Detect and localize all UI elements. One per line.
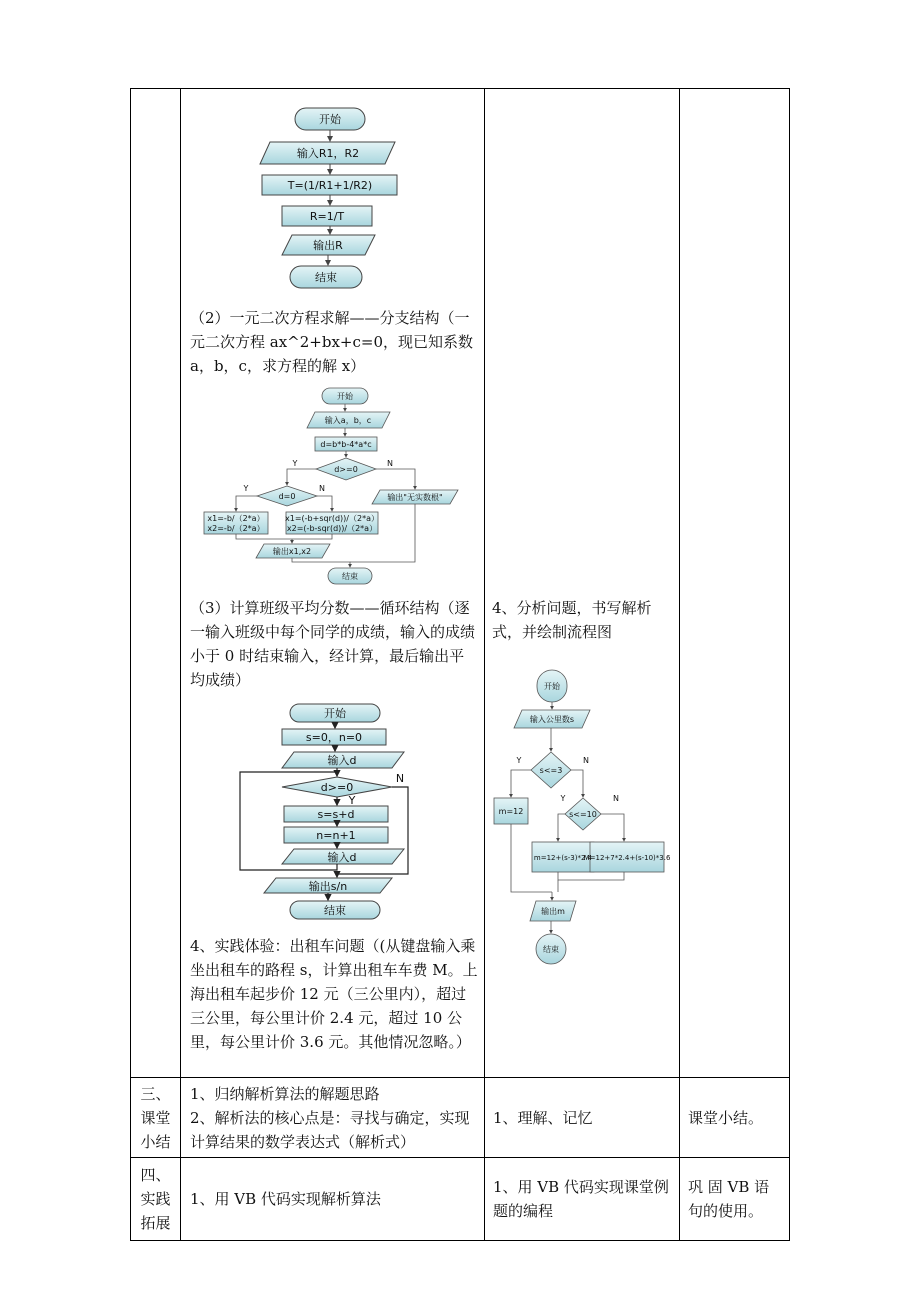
fc1-end-text: 结束 — [315, 271, 337, 284]
fc2-input-text: 输入a，b，c — [324, 416, 372, 425]
fc3-start-text: 开始 — [324, 707, 346, 720]
fc2-cond1-text: d>=0 — [334, 465, 358, 474]
row3-content: 1、归纳解析算法的解题思路 2、解析法的核心点是：寻找与确定，实现计算结果的数学表达式（解析式） — [190, 1085, 470, 1151]
row4-label: 四、实践拓展 — [140, 1166, 171, 1232]
fc2-no-root-text: 输出"无实数根" — [387, 493, 443, 502]
fc1-input-text: 输入R1，R2 — [296, 147, 360, 160]
row3-label-cell — [131, 1078, 180, 1157]
table-divider-2 — [484, 88, 485, 1241]
flowchart-sequence — [250, 100, 410, 300]
fc4-no-2: N — [613, 794, 619, 803]
row4-purpose: 巩 固 VB 语句的使用。 — [688, 1178, 770, 1220]
fc1-calc-t-text: T=(1/R1+1/R2) — [287, 179, 373, 192]
fc1-calc-r-text: R=1/T — [309, 210, 345, 223]
row4-student: 1、用 VB 代码实现课堂例题的编程 — [493, 1178, 669, 1220]
fc2-cond2-text: d=0 — [278, 492, 296, 501]
fc1-start-text: 开始 — [319, 113, 341, 126]
flowchart-taxi — [486, 664, 670, 968]
fc4-end-text: 结束 — [543, 945, 559, 954]
fc2-output-text: 输出x1,x2 — [272, 547, 312, 556]
fc1-output-text: 输出R — [313, 239, 343, 252]
fc4-no-1: N — [583, 756, 589, 765]
table-divider-3 — [679, 88, 680, 1241]
row3-purpose: 课堂小结。 — [688, 1108, 764, 1127]
fc3-input2-text: 输入d — [327, 851, 357, 864]
fc3-output-text: 输出s/n — [308, 880, 348, 893]
flowchart-branch — [200, 384, 470, 590]
row3-student: 1、理解、记忆 — [493, 1108, 593, 1127]
paragraph-average: （3）计算班级平均分数——循环结构（逐一输入班级中每个同学的成绩，输入的成绩小于 0 时结束输入，经计算，最后输出平均成绩） — [190, 599, 476, 689]
row4-content-cell — [181, 1158, 484, 1240]
fc4-m1-text: m=12 — [498, 807, 524, 816]
fc4-yes-1: Y — [516, 756, 522, 765]
row4-student-cell — [485, 1158, 679, 1240]
fc4-m3-text: M=12+7*2.4+(s-10)*3.6 — [583, 854, 670, 862]
table-border-bottom — [130, 1240, 790, 1241]
fc3-sum-text: s=s+d — [317, 808, 355, 821]
fc2-end-text: 结束 — [342, 572, 358, 581]
row3-student-cell — [485, 1078, 679, 1157]
fc4-yes-2: Y — [560, 794, 566, 803]
table-border-left — [130, 88, 131, 1241]
paragraph-quadratic: （2）一元二次方程求解——分支结构（一元二次方程 ax^2+bx+c=0，现已知系数 a，b，c，求方程的解 x） — [190, 309, 478, 375]
row3-purpose-cell — [680, 1078, 789, 1157]
student-task-analyze: 4、分析问题，书写解析式，并绘制流程图 — [492, 599, 652, 641]
fc4-output-text: 输出m — [541, 907, 565, 916]
fc4-cond1-text: s<=3 — [539, 766, 563, 775]
fc3-count-text: n=n+1 — [316, 829, 356, 842]
row4-label-cell — [131, 1158, 180, 1240]
table-border-right — [789, 88, 790, 1241]
fc2-calc-d-text: d=b*b-4*a*c — [320, 440, 372, 449]
fc4-cond2-text: s<=10 — [569, 810, 597, 819]
fc4-m2-text: m=12+(s-3)*2.4 — [533, 854, 593, 862]
fc2-yes-1: Y — [292, 459, 298, 468]
fc4-input-text: 输入公里数s — [529, 715, 575, 724]
fc2-no-2: N — [319, 484, 325, 493]
fc2-x-diff-2: x2=(-b-sqr(d))/（2*a） — [286, 524, 378, 533]
table-divider-1 — [180, 88, 181, 1241]
fc3-yes-text: Y — [348, 794, 356, 807]
fc2-start-text: 开始 — [337, 392, 353, 401]
row4-content: 1、用 VB 代码实现解析算法 — [190, 1190, 381, 1208]
flowchart-loop — [232, 698, 432, 924]
row3-label: 三、课堂小结 — [140, 1084, 171, 1151]
fc3-input1-text: 输入d — [327, 754, 357, 767]
fc3-no-text: N — [395, 772, 405, 785]
fc2-x-diff-1: x1=(-b+sqr(d))/（2*a） — [285, 514, 379, 523]
fc2-x-equal-1: x1=-b/（2*a） — [207, 514, 265, 523]
fc3-init-text: s=0，n=0 — [305, 731, 363, 744]
row4-purpose-cell — [680, 1158, 789, 1240]
fc4-start-text: 开始 — [544, 682, 560, 691]
fc3-cond-text: d>=0 — [320, 781, 354, 794]
paragraph-taxi: 4、实践体验：出租车问题（(从键盘输入乘坐出租车的路程 s，计算出租车车费 M。上海出租车起步价 12 元（三公里内），超过三公里，每公里计价 2.4 元，超过 10 公里，每公里计价 3.6 元。其他情况忽略。） — [190, 937, 478, 1051]
fc2-x-equal-2: x2=-b/（2*a） — [207, 524, 265, 533]
fc3-end-text: 结束 — [324, 904, 346, 917]
table-border-top — [130, 88, 790, 89]
fc2-yes-2: Y — [243, 484, 249, 493]
fc2-no-1: N — [387, 459, 393, 468]
